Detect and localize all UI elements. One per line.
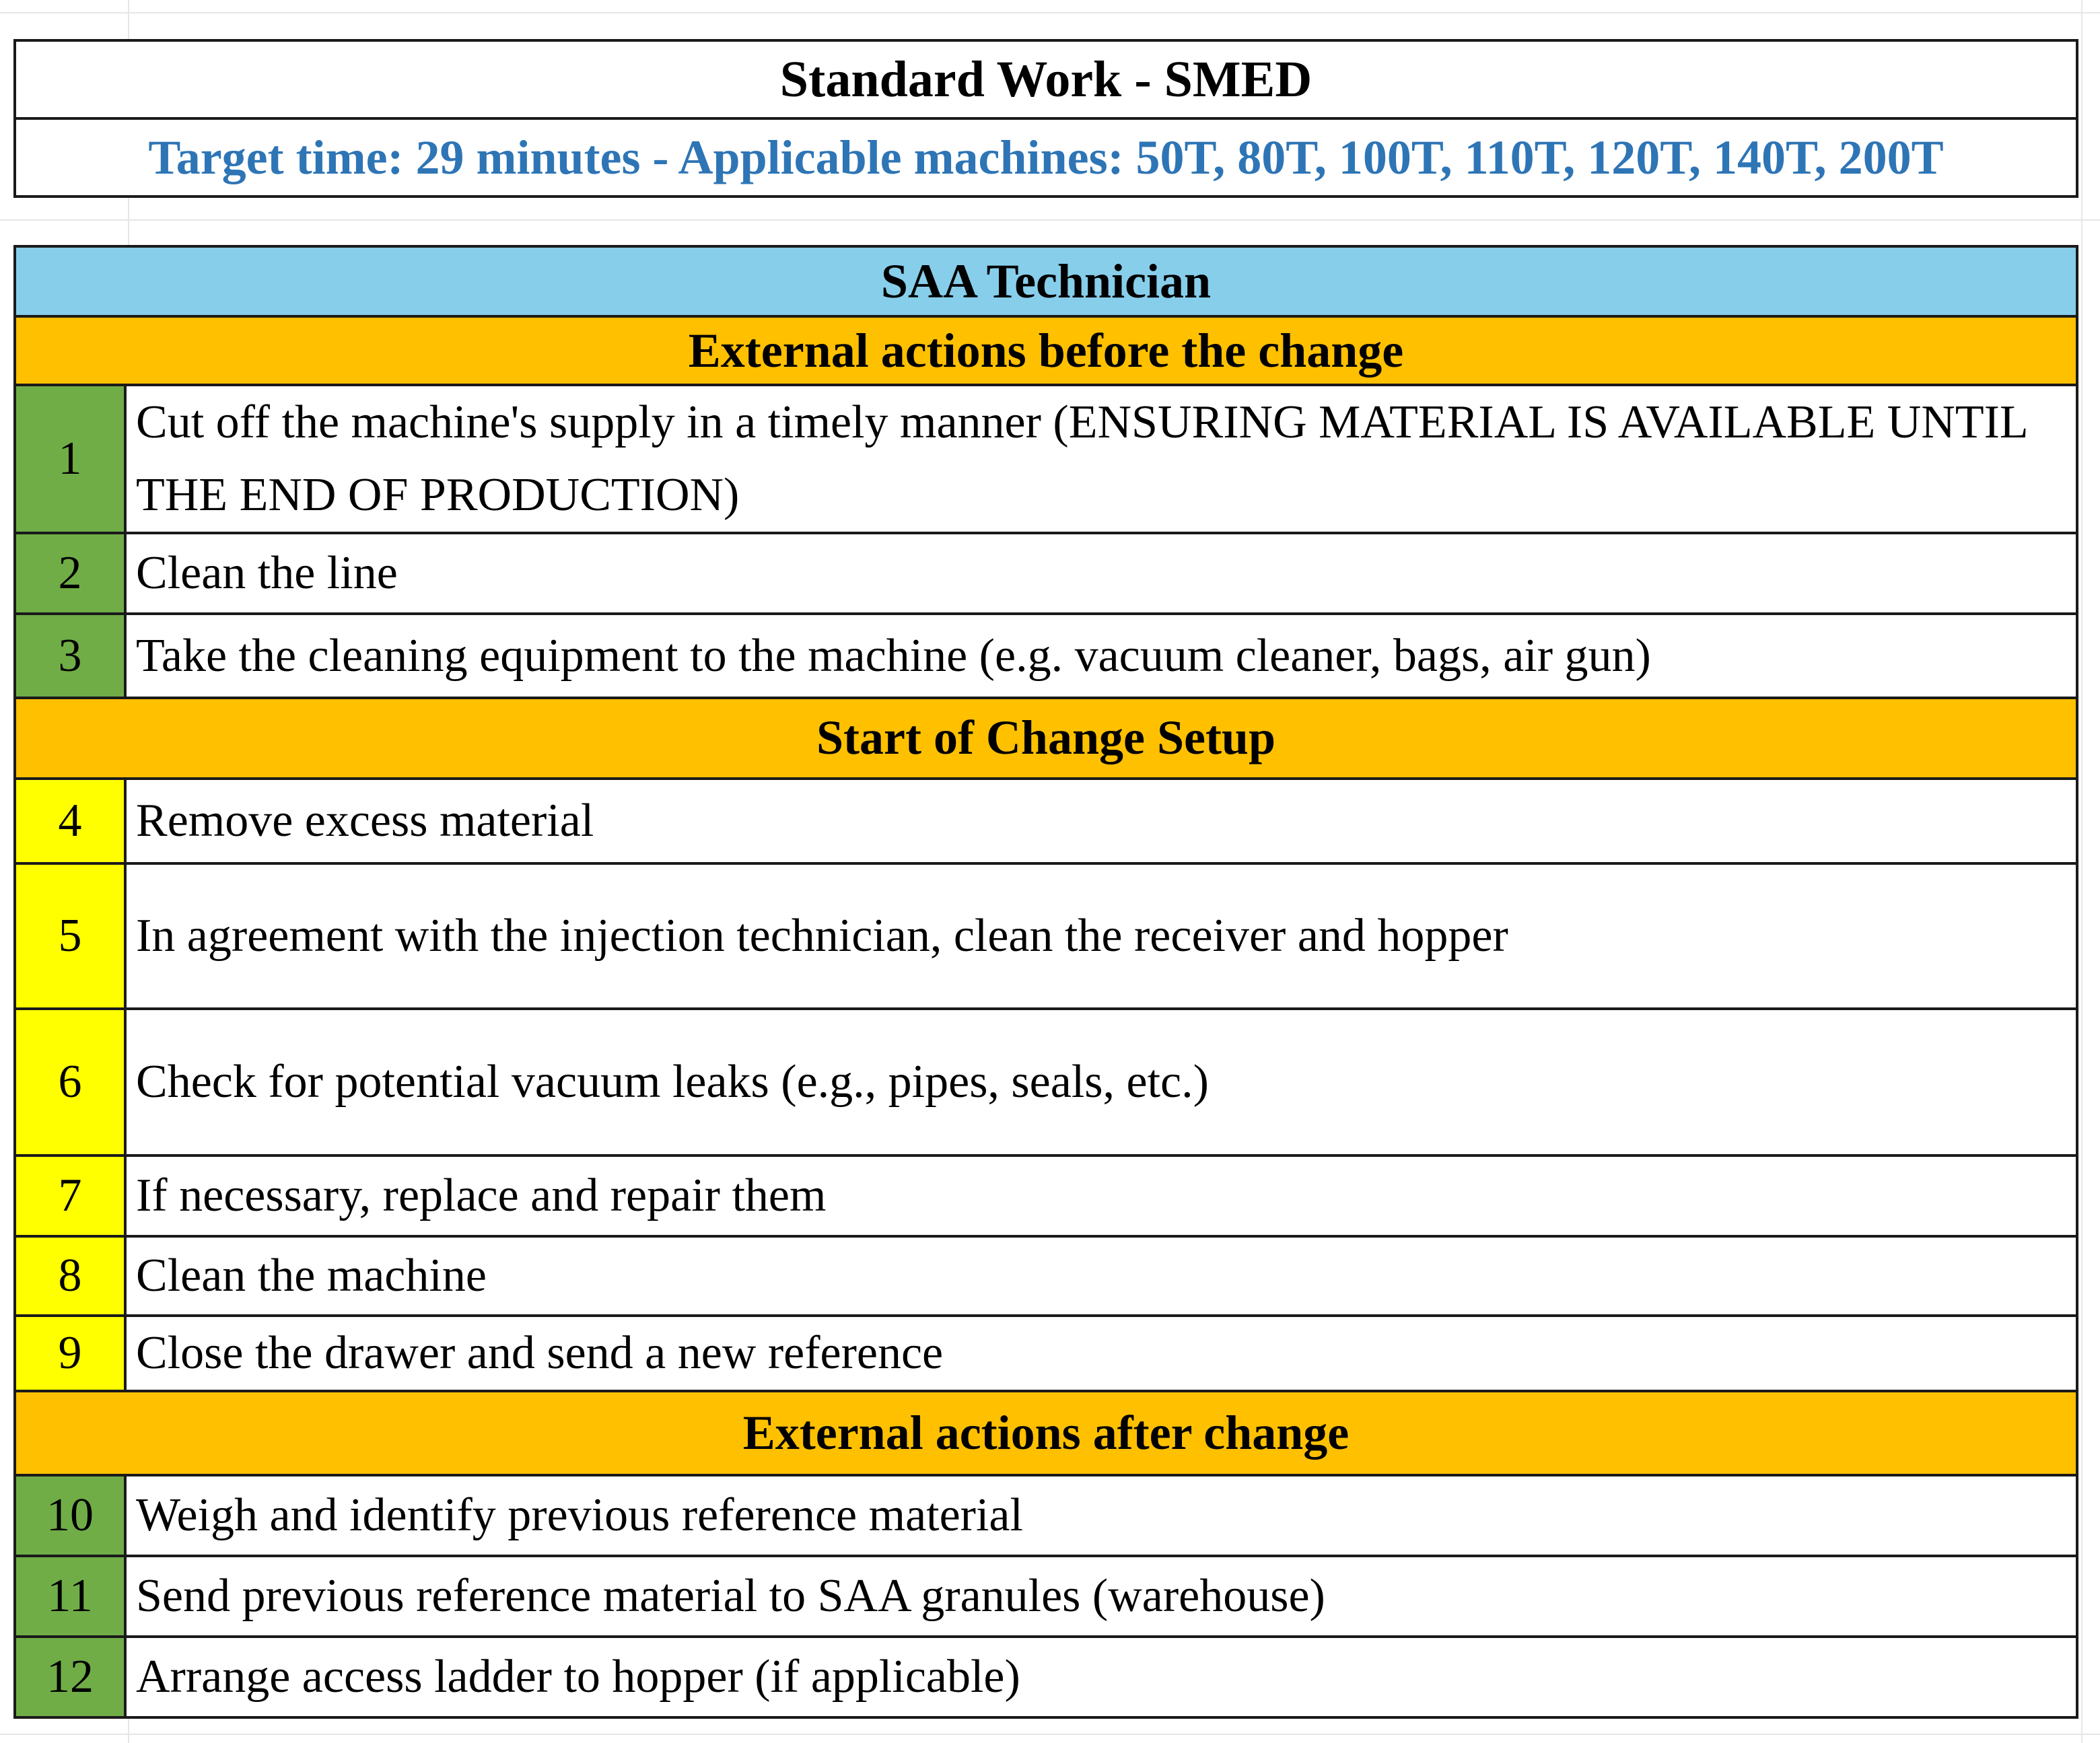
step-number[interactable]: 5	[15, 863, 125, 1009]
step-number[interactable]: 12	[15, 1637, 125, 1717]
step-number[interactable]: 3	[15, 614, 125, 697]
gridline	[0, 12, 2100, 13]
step-text[interactable]: If necessary, replace and repair them	[125, 1155, 2077, 1236]
steps-table	[13, 245, 2078, 1719]
step-text[interactable]: Remove excess material	[125, 779, 2077, 863]
page-title[interactable]: Standard Work - SMED	[15, 40, 2077, 118]
header-table	[13, 39, 2078, 198]
step-number[interactable]: 8	[15, 1236, 125, 1316]
step-text[interactable]: Close the drawer and send a new reference	[125, 1316, 2077, 1391]
gridline	[2081, 0, 2082, 1743]
role-header[interactable]: SAA Technician	[15, 246, 2077, 316]
gridline	[0, 219, 2100, 221]
section-header-before[interactable]: External actions before the change	[15, 316, 2077, 385]
step-number[interactable]: 11	[15, 1556, 125, 1637]
section-header-setup[interactable]: Start of Change Setup	[15, 698, 2077, 779]
step-text[interactable]: In agreement with the injection technician, clean the receiver and hopper	[125, 863, 2077, 1009]
step-text[interactable]: Cut off the machine's supply in a timely manner (ENSURING MATERIAL IS AVAILABLE UNTIL THE END OF PRODUCTION)	[125, 385, 2077, 533]
step-number[interactable]: 1	[15, 385, 125, 533]
step-number[interactable]: 9	[15, 1316, 125, 1391]
step-number[interactable]: 10	[15, 1475, 125, 1556]
step-number[interactable]: 6	[15, 1009, 125, 1155]
step-text[interactable]: Clean the line	[125, 533, 2077, 614]
step-number[interactable]: 2	[15, 533, 125, 614]
step-number[interactable]: 4	[15, 779, 125, 863]
target-time-subtitle[interactable]: Target time: 29 minutes - Applicable machines: 50T, 80T, 100T, 110T, 120T, 140T, 200T	[15, 118, 2077, 197]
step-text[interactable]: Weigh and identify previous reference material	[125, 1475, 2077, 1556]
step-text[interactable]: Arrange access ladder to hopper (if applicable)	[125, 1637, 2077, 1717]
section-header-after[interactable]: External actions after change	[15, 1391, 2077, 1474]
step-text[interactable]: Clean the machine	[125, 1236, 2077, 1316]
step-number[interactable]: 7	[15, 1155, 125, 1236]
step-text[interactable]: Send previous reference material to SAA granules (warehouse)	[125, 1556, 2077, 1637]
gridline	[0, 1734, 2100, 1735]
step-text[interactable]: Take the cleaning equipment to the machine (e.g. vacuum cleaner, bags, air gun)	[125, 614, 2077, 697]
step-text[interactable]: Check for potential vacuum leaks (e.g., pipes, seals, etc.)	[125, 1009, 2077, 1155]
